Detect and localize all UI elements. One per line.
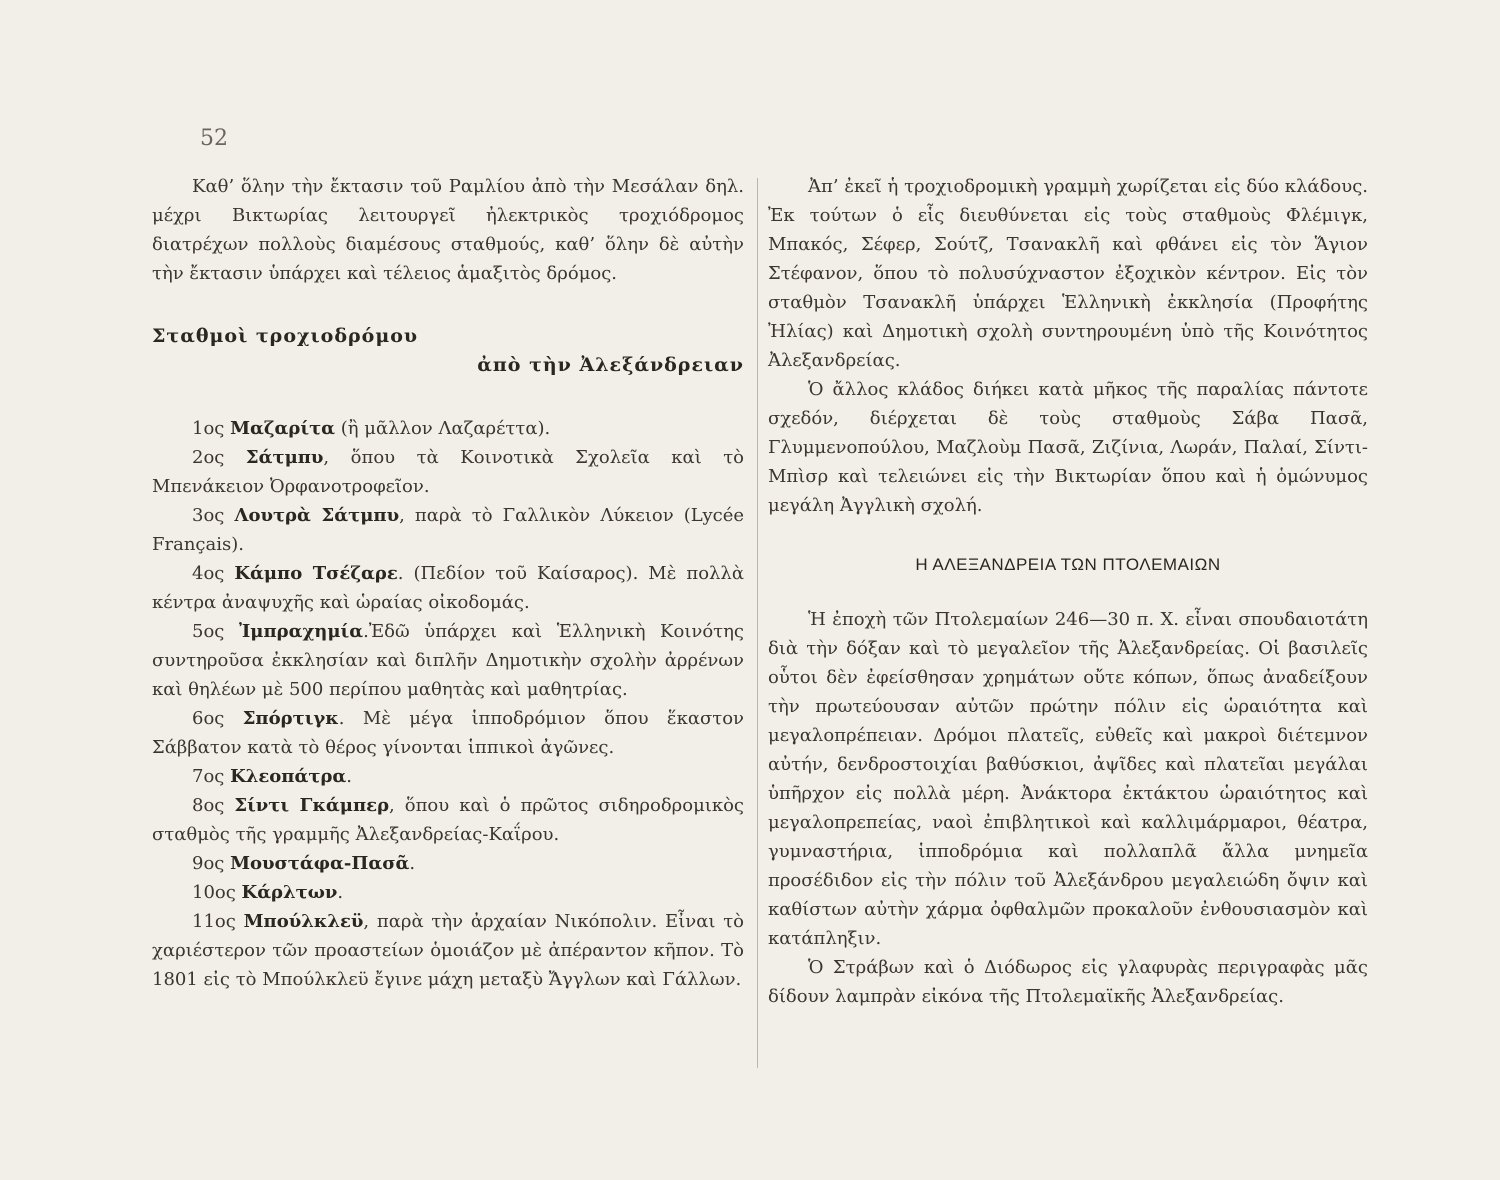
station-number: 8ος	[192, 795, 235, 816]
station-entry	[152, 501, 744, 559]
station-entry	[152, 559, 744, 617]
left-column	[152, 172, 744, 994]
branch-paragraph: Ἀπ’ ἐκεῖ ἡ τροχιοδρομικὴ γραμμὴ χωρίζεται εἰς δύο κλάδους. Ἐκ τούτων ὁ εἷς διευθύνεται εἰς τοὺς σταθμοὺς Φλέμιγκ, Μπακός, Σέφερ, Σούτζ, Τσανακλῆ καὶ φθάνει εἰς τὸν Ἅγιον Στέφανον, ὅπου τὸ πολυσύχναστον ἐξοχικὸν κέντρον. Εἰς τὸν σταθμὸν Τσανακλῆ ὑπάρχει Ἑλληνικὴ ἐκκλησία (Προφήτης Ἠλίας) καὶ Δημοτικὴ σχολὴ συντηρουμένη ὑπὸ τῆς Κοινότητος Ἀλεξανδρείας.	[768, 176, 1368, 371]
station-name: Μουστάφα-Πασᾶ	[230, 853, 410, 874]
station-name: Λουτρὰ Σάτμπυ	[234, 505, 400, 526]
station-number: 2ος	[192, 447, 246, 468]
page-number: 52	[200, 126, 228, 151]
station-name: Μπούλκλεϋ	[243, 911, 364, 932]
station-description: .Ἐδῶ ὑπάρχει καὶ Ἑλληνικὴ Κοινότης συντηροῦσα ἐκκλησίαν καὶ διπλῆν Δημοτικὴν σχολὴν ἀρρένων καὶ θηλέων μὲ 500 περίπου μαθητὰς καὶ μαθητρίας.	[152, 621, 744, 700]
station-entry	[152, 617, 744, 704]
ptolemies-paragraph: Ἡ ἐποχὴ τῶν Πτολεμαίων 246—30 π. Χ. εἶναι σπουδαιοτάτη διὰ τὴν δόξαν καὶ τὸ μεγαλεῖον τῆς Ἀλεξανδρείας. Οἱ βασιλεῖς οὗτοι δὲν ἐφείσθησαν χρημάτων οὔτε κόπων, ὅπως ἀναδείξουν τὴν πρωτεύουσαν αὐτῶν πρώτην πόλιν εἰς ὡραιότητα καὶ μεγαλοπρέπειαν. Δρόμοι πλατεῖς, εὐθεῖς καὶ μακροὶ διέτεμνον αὐτήν, δενδροστοιχίαι βαθύσκιοι, ἀψῖδες καὶ πλατεῖαι μεγάλαι ὑπῆρχον εἰς πολλὰ μέρη. Ἀνάκτορα ἐκτάκτου ὡραιότητος καὶ μεγαλοπρεπείας, ναοὶ ἐπιβλητικοὶ καὶ καλλιμάρμαροι, θέατρα, γυμναστήρια, ἱπποδρόμια καὶ πολλαπλᾶ ἄλλα μνημεῖα προσέδιδον εἰς τὴν πόλιν τοῦ Ἀλεξάνδρου μεγαλειώδη ὄψιν καὶ καθίστων αὐτὴν χάρμα ὀφθαλμῶν προκαλοῦν ἐνθουσιασμὸν καὶ κατάπληξιν.	[768, 609, 1368, 949]
station-number: 11ος	[192, 911, 244, 932]
station-description: , ὅπου καὶ ὁ πρῶτος σιδηροδρομικὸς σταθμὸς τῆς γραμμῆς Ἀλεξανδρείας-Καΐρου.	[152, 795, 745, 845]
station-number: 4ος	[192, 563, 235, 584]
strabo-paragraph: Ὁ Στράβων καὶ ὁ Διόδωρος εἰς γλαφυρὰς περιγραφὰς μᾶς δίδουν λαμπρὰν εἰκόνα τῆς Πτολεμαϊκῆς Ἀλεξανδρείας.	[768, 957, 1368, 1007]
station-name: Σπόρτιγκ	[242, 708, 339, 729]
station-description: .	[409, 853, 416, 874]
station-number: 5ος	[192, 621, 239, 642]
right-column	[768, 172, 1368, 1011]
station-number: 6ος	[192, 708, 243, 729]
station-number: 10ος	[192, 882, 242, 903]
station-entry	[152, 907, 744, 994]
station-name: Μαζαρίτα	[230, 418, 336, 439]
station-number: 1ος	[192, 418, 231, 439]
station-description: .	[337, 882, 344, 903]
stations-subheading: ἀπὸ τὴν Ἀλεξάνδρειαν	[477, 354, 744, 376]
stations-list	[152, 414, 744, 994]
station-entry	[152, 791, 744, 849]
station-number: 7ος	[192, 766, 231, 787]
station-description: (ἢ μᾶλλον Λαζαρέττα).	[335, 418, 551, 439]
station-entry	[152, 443, 744, 501]
station-description: . Μὲ μέγα ἱπποδρόμιον ὅπου ἕκαστον Σάββατον κατὰ τὸ θέρος γίνονται ἱππικοὶ ἀγῶνες.	[152, 708, 745, 758]
station-entry	[152, 878, 744, 907]
station-number: 3ος	[192, 505, 235, 526]
station-name: Κλεοπάτρα	[230, 766, 347, 787]
station-entry	[152, 849, 744, 878]
section-title: Η ΑΛΕΞΑΝΔΡΕΙΑ ΤΩΝ ΠΤΟΛΕΜΑΙΩΝ	[915, 555, 1221, 574]
station-name: Ἰμπραχημία	[238, 621, 364, 642]
stations-heading: Σταθμοὶ τροχιοδρόμου	[152, 325, 419, 347]
station-name: Κάρλτων	[241, 882, 338, 903]
station-entry	[152, 762, 744, 791]
column-divider	[757, 178, 758, 1068]
station-name: Σάτμπυ	[245, 447, 324, 468]
station-description: .	[346, 766, 353, 787]
station-entry	[152, 414, 744, 443]
station-entry	[152, 704, 744, 762]
station-description: . (Πεδίον τοῦ Καίσαρος). Μὲ πολλὰ κέντρα ἀναψυχῆς καὶ ὡραίας οἰκοδομάς.	[152, 563, 744, 613]
intro-paragraph: Καθ’ ὅλην τὴν ἔκτασιν τοῦ Ραμλίου ἀπὸ τὴν Μεσάλαν δηλ. μέχρι Βικτωρίας λειτουργεῖ ἠλεκτρικὸς τροχιόδρομος διατρέχων πολλοὺς διαμέσους σταθμούς, καθ’ ὅλην δὲ αὐτὴν τὴν ἔκτασιν ὑπάρχει καὶ τέλειος ἁμαξιτὸς δρόμος.	[152, 176, 744, 284]
station-description: , ὅπου τὰ Κοινοτικὰ Σχολεῖα καὶ τὸ Μπενάκειον Ὀρφανοτροφεῖον.	[152, 447, 745, 497]
station-name: Κάμπο Τσέζαρε	[234, 563, 398, 584]
coastal-branch-paragraph: Ὁ ἄλλος κλάδος διήκει κατὰ μῆκος τῆς παραλίας πάντοτε σχεδόν, διέρχεται δὲ τοὺς σταθμοὺς Σάβα Πασᾶ, Γλυμμενοπούλου, Μαζλοὺμ Πασᾶ, Ζιζίνια, Λωράν, Παλαί, Σίντι-Μπὶσρ καὶ τελειώνει εἰς τὴν Βικτωρίαν ὅπου καὶ ἡ ὁμώνυμος μεγάλη Ἀγγλικὴ σχολή.	[768, 379, 1368, 516]
station-name: Σίντι Γκάμπερ	[234, 795, 390, 816]
station-description: , παρὰ τὴν ἀρχαίαν Νικόπολιν. Εἶναι τὸ χαριέστερον τῶν προαστείων ὁμοιάζον μὲ ἀπέραντον κῆπον. Τὸ 1801 εἰς τὸ Μπούλκλεϋ ἔγινε μάχη μεταξὺ Ἄγγλων καὶ Γάλλων.	[152, 911, 744, 990]
station-description: , παρὰ τὸ Γαλλικὸν Λύκειον (Lycée Français).	[152, 505, 744, 555]
station-number: 9ος	[192, 853, 231, 874]
